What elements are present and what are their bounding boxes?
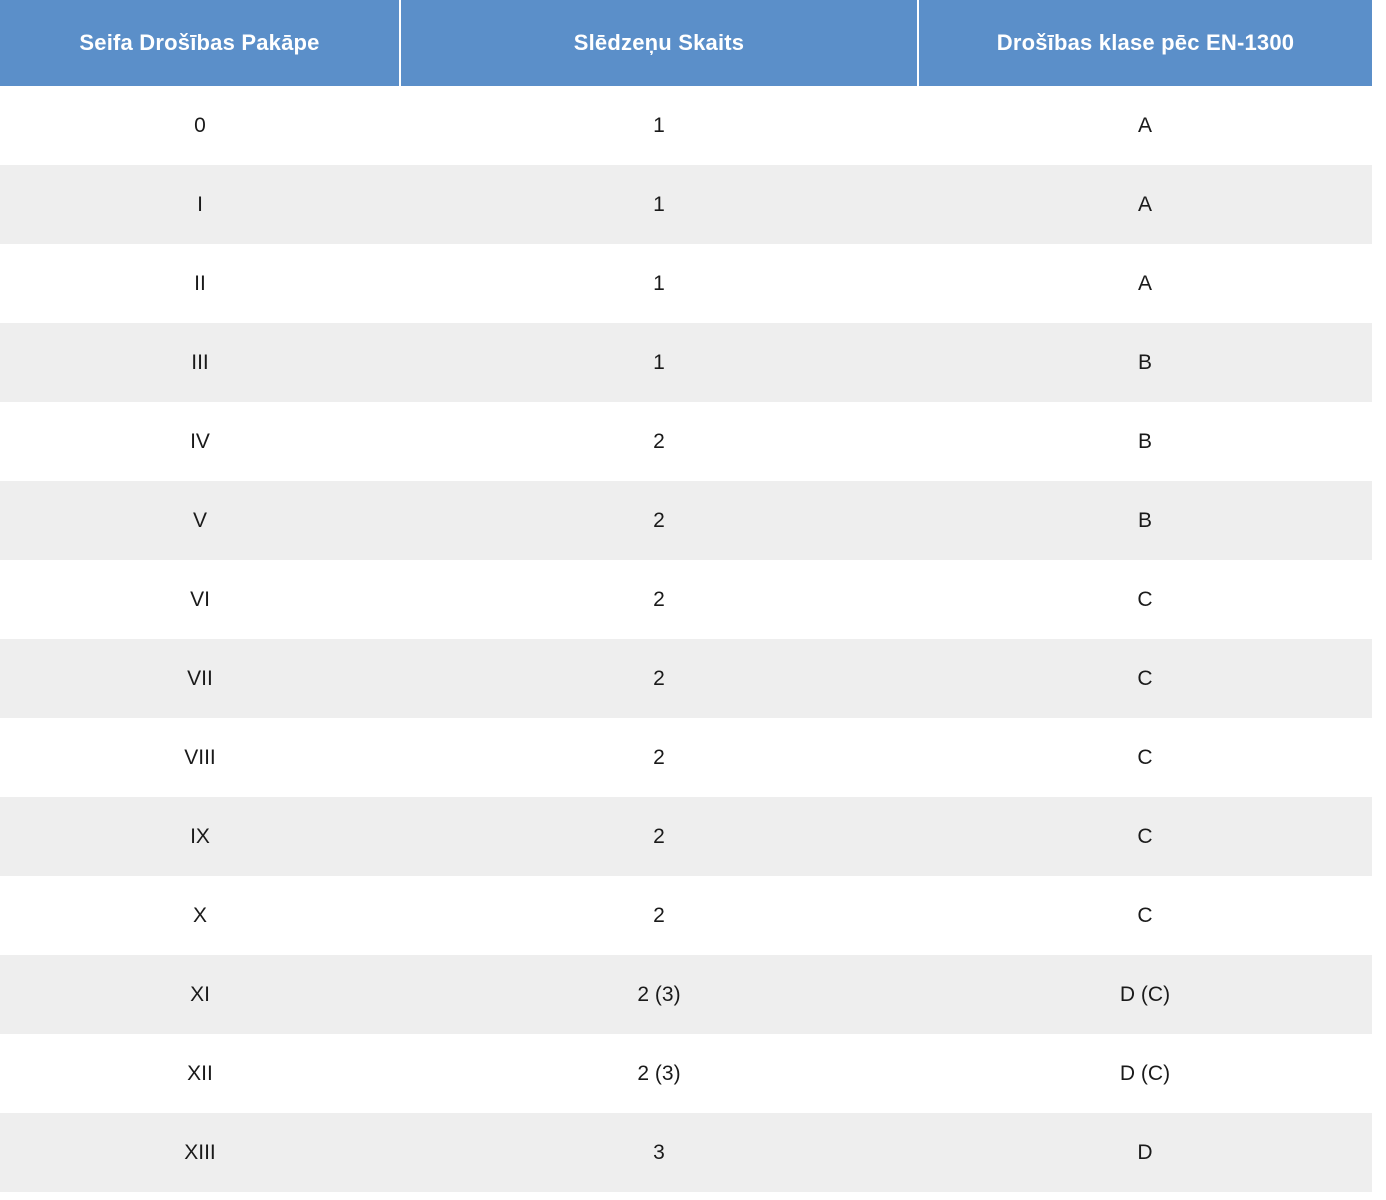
table-row [0, 481, 1372, 560]
table-row [0, 797, 1372, 876]
cell-en1300-class: A [918, 86, 1372, 165]
cell-lock-count: 2 (3) [400, 1034, 918, 1113]
cell-en1300-class: C [918, 797, 1372, 876]
table-header-row [0, 0, 1372, 86]
table-row [0, 86, 1372, 165]
cell-en1300-class: B [918, 402, 1372, 481]
table-row [0, 639, 1372, 718]
table-row [0, 165, 1372, 244]
cell-lock-count: 2 [400, 718, 918, 797]
cell-en1300-class: C [918, 639, 1372, 718]
cell-lock-count: 2 [400, 402, 918, 481]
cell-en1300-class: B [918, 323, 1372, 402]
cell-lock-count: 2 [400, 481, 918, 560]
cell-safe-security-grade: XIII [0, 1113, 400, 1192]
cell-safe-security-grade: VIII [0, 718, 400, 797]
column-header-lock-count: Slēdzeņu Skaits [400, 0, 918, 86]
table-row [0, 323, 1372, 402]
cell-en1300-class: A [918, 244, 1372, 323]
cell-safe-security-grade: II [0, 244, 400, 323]
cell-en1300-class: C [918, 560, 1372, 639]
cell-en1300-class: B [918, 481, 1372, 560]
table-row [0, 244, 1372, 323]
cell-lock-count: 2 [400, 560, 918, 639]
cell-lock-count: 2 (3) [400, 955, 918, 1034]
cell-safe-security-grade: V [0, 481, 400, 560]
cell-lock-count: 1 [400, 165, 918, 244]
cell-lock-count: 1 [400, 323, 918, 402]
cell-safe-security-grade: XI [0, 955, 400, 1034]
cell-en1300-class: C [918, 718, 1372, 797]
column-header-en1300-class: Drošības klase pēc EN-1300 [918, 0, 1372, 86]
table-row [0, 560, 1372, 639]
cell-en1300-class: D [918, 1113, 1372, 1192]
cell-safe-security-grade: VI [0, 560, 400, 639]
cell-lock-count: 2 [400, 876, 918, 955]
table-row [0, 1034, 1372, 1113]
table-body [0, 86, 1372, 1192]
column-header-safe-security-grade: Seifa Drošības Pakāpe [0, 0, 400, 86]
table-row [0, 955, 1372, 1034]
cell-en1300-class: D (C) [918, 1034, 1372, 1113]
cell-lock-count: 3 [400, 1113, 918, 1192]
cell-safe-security-grade: IX [0, 797, 400, 876]
table-row [0, 402, 1372, 481]
cell-en1300-class: A [918, 165, 1372, 244]
cell-lock-count: 2 [400, 639, 918, 718]
cell-en1300-class: C [918, 876, 1372, 955]
cell-lock-count: 2 [400, 797, 918, 876]
cell-safe-security-grade: IV [0, 402, 400, 481]
cell-lock-count: 1 [400, 244, 918, 323]
cell-safe-security-grade: XII [0, 1034, 400, 1113]
cell-safe-security-grade: I [0, 165, 400, 244]
table-row [0, 876, 1372, 955]
table-header [0, 0, 1372, 86]
cell-en1300-class: D (C) [918, 955, 1372, 1034]
cell-safe-security-grade: VII [0, 639, 400, 718]
table-row [0, 718, 1372, 797]
cell-safe-security-grade: X [0, 876, 400, 955]
cell-safe-security-grade: 0 [0, 86, 400, 165]
cell-lock-count: 1 [400, 86, 918, 165]
table-row [0, 1113, 1372, 1192]
cell-safe-security-grade: III [0, 323, 400, 402]
